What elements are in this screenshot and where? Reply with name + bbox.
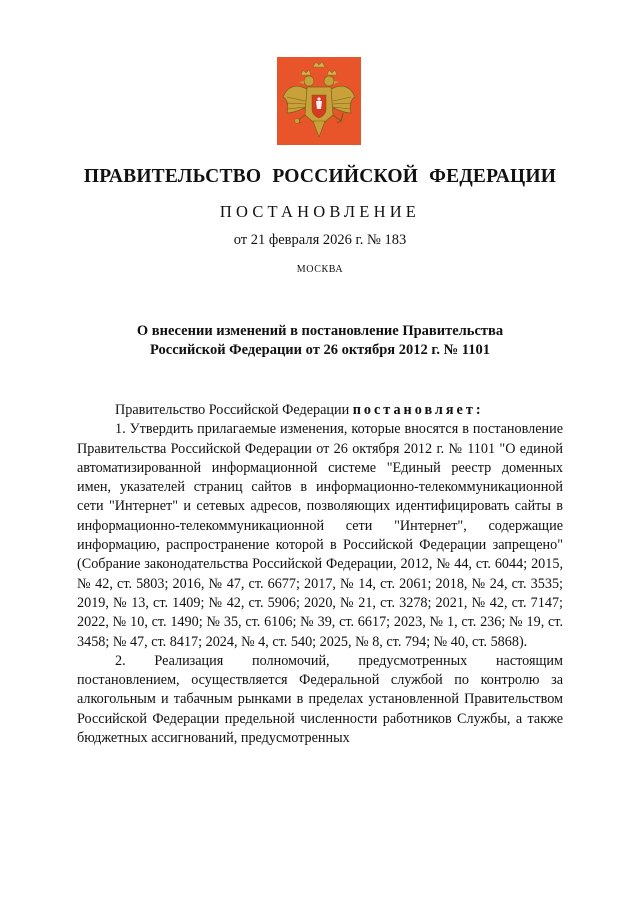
document-body: [77, 401, 563, 748]
paragraph-2: 2. Реализация полномочий, предусмотренных настоящим постановлением, осуществляется Федеральной службой по контролю за алкогольным и табачным рынками в пределах установленной Правительством Российской Федерации предельной численности работников Службы, а также бюджетных ассигнований, предусмотренных: [77, 652, 563, 747]
intro-verb: постановляет:: [352, 402, 484, 418]
paragraph-1: 1. Утвердить прилагаемые изменения, которые вносятся в постановление Правительства Российской Федерации от 26 октября 2012 г. № 1101 "О единой автоматизированной информационной системе "Единый реестр доменных имен, указателей страниц сайтов в информационно-телекоммуникационной сети "Интернет" и сетевых адресов, позволяющих идентифицировать сайты в информационно-телекоммуникационной сети "Интернет", содержащие информацию, распространение которой в Российской Федерации запрещено" (Собрание законодательства Российской Федерации, 2012, № 44, ст. 6044; 2015, № 42, ст. 5803; 2016, № 47, ст. 6677; 2017, № 14, ст. 2061; 2018, № 24, ст. 3535; 2019, № 13, ст. 1409; № 42, ст. 5906; 2020, № 21, ст. 3278; 2021, № 42, ст. 7147; 2022, № 10, ст. 1490; № 35, ст. 6106; № 39, ст. 6617; 2023, № 1, ст. 236; № 19, ст. 3458; № 47, ст. 8417; 2024, № 4, ст. 540; 2025, № 8, ст. 794; № 40, ст. 5868).: [77, 421, 563, 650]
coat-of-arms-icon: [277, 57, 361, 145]
government-title: ПРАВИТЕЛЬСТВО РОССИЙСКОЙ ФЕДЕРАЦИИ: [83, 166, 557, 187]
intro-lead: Правительство Российской Федерации: [115, 402, 353, 418]
subject-line-2: Российской Федерации от 26 октября 2012 г. № 1101: [150, 342, 490, 358]
subject-line-1: О внесении изменений в постановление Правительства: [136, 323, 504, 339]
document-city: МОСКВА: [296, 264, 344, 275]
document-date-number: от 21 февраля 2026 г. № 183: [233, 232, 407, 248]
document-subject: [100, 322, 540, 360]
intro-paragraph: [77, 401, 563, 420]
document-type: ПОСТАНОВЛЕНИЕ: [219, 202, 421, 221]
